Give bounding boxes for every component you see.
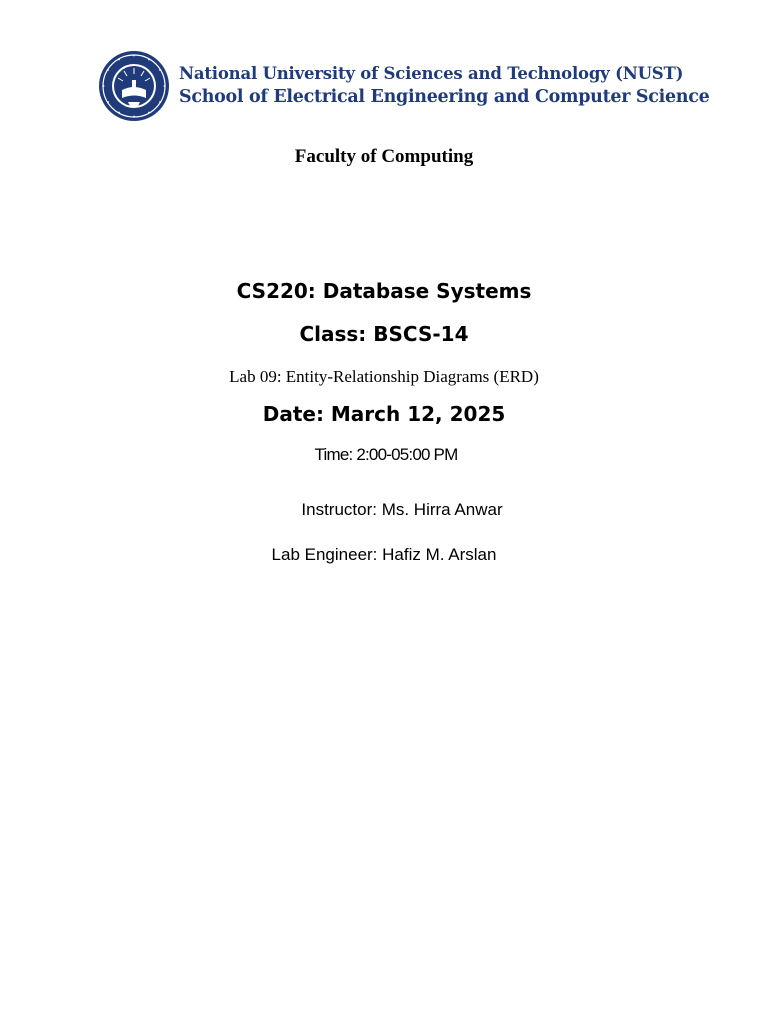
letterhead	[98, 50, 709, 122]
lab-engineer-label: Lab Engineer: Hafiz M. Arslan	[271, 545, 497, 564]
course-title: CS220: Database Systems	[236, 279, 532, 303]
time-label: Time: 2:00-05:00 PM	[314, 445, 458, 464]
lab-title: Lab 09: Entity-Relationship Diagrams (ERD)	[229, 367, 539, 386]
letterhead-text	[179, 63, 709, 109]
faculty-heading: Faculty of Computing	[294, 146, 474, 167]
nust-seal-logo-icon	[98, 50, 170, 122]
instructor-label: Instructor: Ms. Hirra Anwar	[301, 500, 503, 519]
date-label: Date: March 12, 2025	[262, 402, 506, 426]
university-name: National University of Sciences and Technology (NUST)	[179, 64, 684, 83]
class-label: Class: BSCS-14	[299, 322, 469, 346]
school-name: School of Electrical Engineering and Computer Science	[179, 87, 710, 107]
